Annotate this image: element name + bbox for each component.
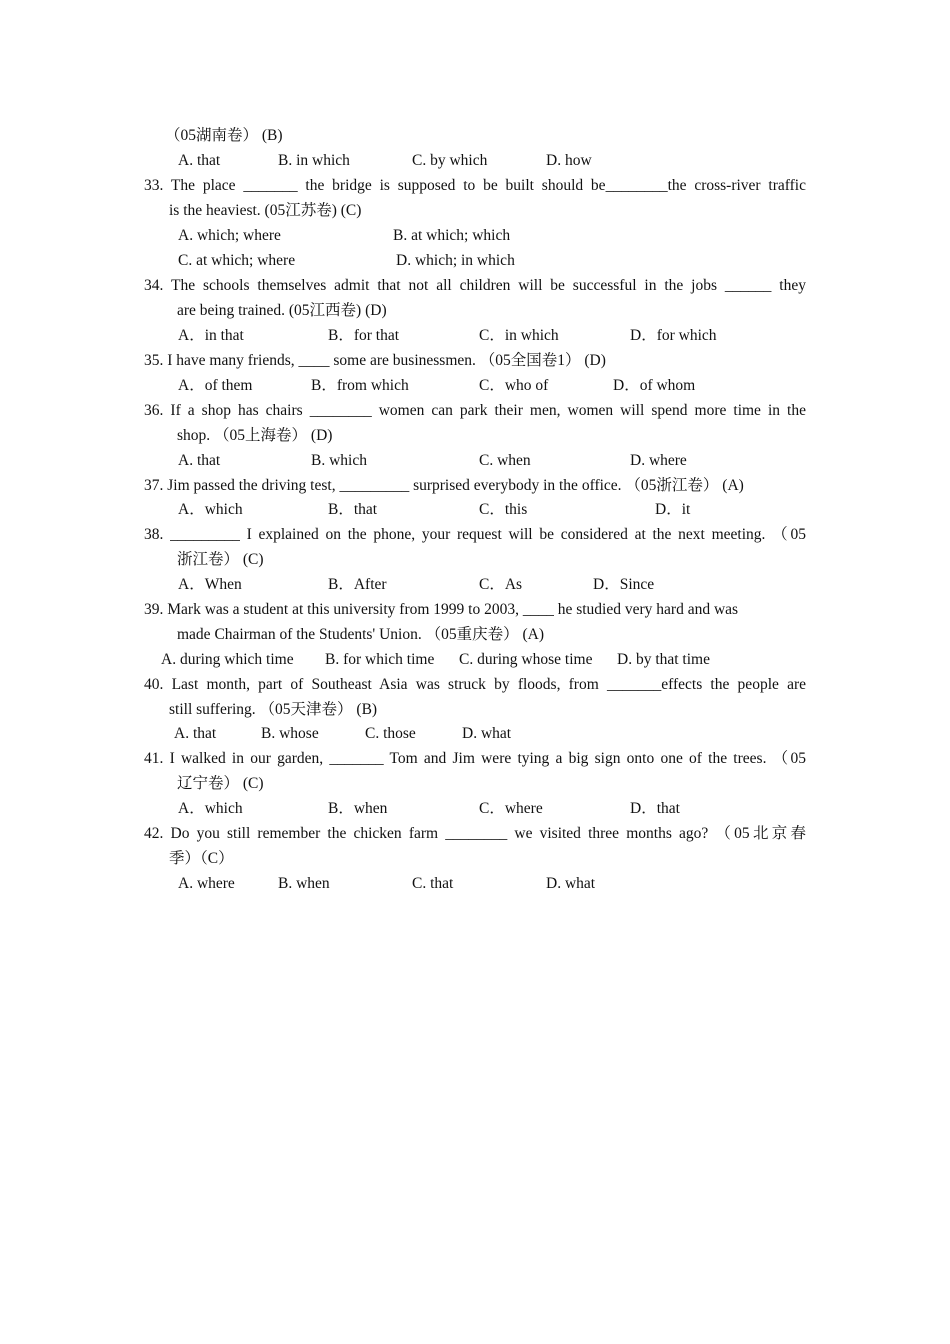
q38-option-d: D．Since bbox=[593, 576, 655, 593]
q40-stem-line1: 40. Last month, part of Southeast Asia was struck by floods, from _______effects the people are bbox=[144, 676, 806, 693]
q41-stem-line1: 41. I walked in our garden, _______ Tom and Jim were tying a big sign onto one of the trees. （05 bbox=[144, 750, 806, 767]
q38-option-c: C．As bbox=[479, 576, 523, 593]
q32-option-b: B. in which bbox=[278, 152, 350, 169]
q36-option-c: C. when bbox=[479, 452, 531, 469]
q40-option-a: A. that bbox=[174, 725, 217, 742]
q33-stem-line2: is the heaviest. (05江苏卷) (C) bbox=[169, 202, 362, 219]
q39-option-b: B. for which time bbox=[325, 651, 435, 668]
q33-option-d: D. which; in which bbox=[396, 252, 515, 269]
q39-option-a: A. during which time bbox=[161, 651, 294, 668]
q32-option-c: C. by which bbox=[412, 152, 488, 169]
q35-option-b: B．from which bbox=[311, 377, 409, 394]
q36-option-b: B. which bbox=[311, 452, 367, 469]
q36-stem-line2: shop. （05上海卷） (D) bbox=[177, 427, 333, 444]
q41-stem-line2: 辽宁卷） (C) bbox=[177, 775, 264, 792]
q40-stem-line2: still suffering. （05天津卷） (B) bbox=[169, 701, 378, 718]
q32-option-d: D. how bbox=[546, 152, 592, 169]
q42-option-b: B. when bbox=[278, 875, 330, 892]
q42-stem-line1: 42. Do you still remember the chicken farm ________ we visited three months ago? （05北京春 bbox=[144, 825, 806, 842]
q34-option-a: A．in that bbox=[178, 327, 244, 344]
q33-stem-line1: 33. The place _______ the bridge is supposed to be built should be________the cross-river traffic bbox=[144, 177, 806, 194]
q37-option-b: B．that bbox=[328, 501, 378, 518]
q37-stem-line1: 37. Jim passed the driving test, _________ surprised everybody in the office. （05浙江卷） (A) bbox=[144, 477, 744, 494]
q39-stem-line2: made Chairman of the Students' Union. （05重庆卷） (A) bbox=[177, 626, 544, 643]
q38-option-a: A．When bbox=[178, 576, 242, 593]
q35-option-a: A．of them bbox=[178, 377, 253, 394]
q37-option-a: A．which bbox=[178, 501, 243, 518]
q41-option-a: A．which bbox=[178, 800, 243, 817]
q34-option-b: B．for that bbox=[328, 327, 400, 344]
q34-option-c: C．in which bbox=[479, 327, 559, 344]
q36-option-d: D. where bbox=[630, 452, 687, 469]
q41-option-c: C．where bbox=[479, 800, 543, 817]
q41-option-b: B．when bbox=[328, 800, 388, 817]
q38-stem-line2: 浙江卷） (C) bbox=[177, 551, 264, 568]
q36-option-a: A. that bbox=[178, 452, 221, 469]
q35-option-c: C．who of bbox=[479, 377, 549, 394]
q33-option-c: C. at which; where bbox=[178, 252, 296, 269]
q40-option-c: C. those bbox=[365, 725, 416, 742]
q40-option-b: B. whose bbox=[261, 725, 319, 742]
q33-option-a: A. which; where bbox=[178, 227, 281, 244]
q32-option-a: A. that bbox=[178, 152, 221, 169]
q42-stem-line2: 季）（C） bbox=[169, 850, 234, 867]
q42-option-d: D. what bbox=[546, 875, 596, 892]
q36-stem-line1: 36. If a shop has chairs ________ women can park their men, women will spend more time in the bbox=[144, 402, 806, 419]
q38-option-b: B．After bbox=[328, 576, 387, 593]
q33-option-b: B. at which; which bbox=[393, 227, 511, 244]
q35-option-d: D．of whom bbox=[613, 377, 696, 394]
q34-stem-line2: are being trained. (05江西卷) (D) bbox=[177, 302, 387, 319]
q42-option-a: A. where bbox=[178, 875, 235, 892]
q39-option-c: C. during whose time bbox=[459, 651, 593, 668]
q34-option-d: D．for which bbox=[630, 327, 717, 344]
q40-option-d: D. what bbox=[462, 725, 512, 742]
q37-option-c: C．this bbox=[479, 501, 528, 518]
q42-option-c: C. that bbox=[412, 875, 454, 892]
q39-option-d: D. by that time bbox=[617, 651, 710, 668]
q32-source: （05湖南卷） (B) bbox=[165, 127, 283, 144]
q38-stem-line1: 38. _________ I explained on the phone, your request will be considered at the next meeting. （05 bbox=[144, 526, 806, 543]
q39-stem-line1: 39. Mark was a student at this university from 1999 to 2003, ____ he studied very hard and was bbox=[144, 601, 739, 618]
q41-option-d: D．that bbox=[630, 800, 680, 817]
q34-stem-line1: 34. The schools themselves admit that not all children will be successful in the jobs ______ they bbox=[144, 277, 806, 294]
q35-stem-line1: 35. I have many friends, ____ some are businessmen. （05全国卷1） (D) bbox=[144, 352, 606, 369]
q37-option-d: D．it bbox=[655, 501, 691, 518]
